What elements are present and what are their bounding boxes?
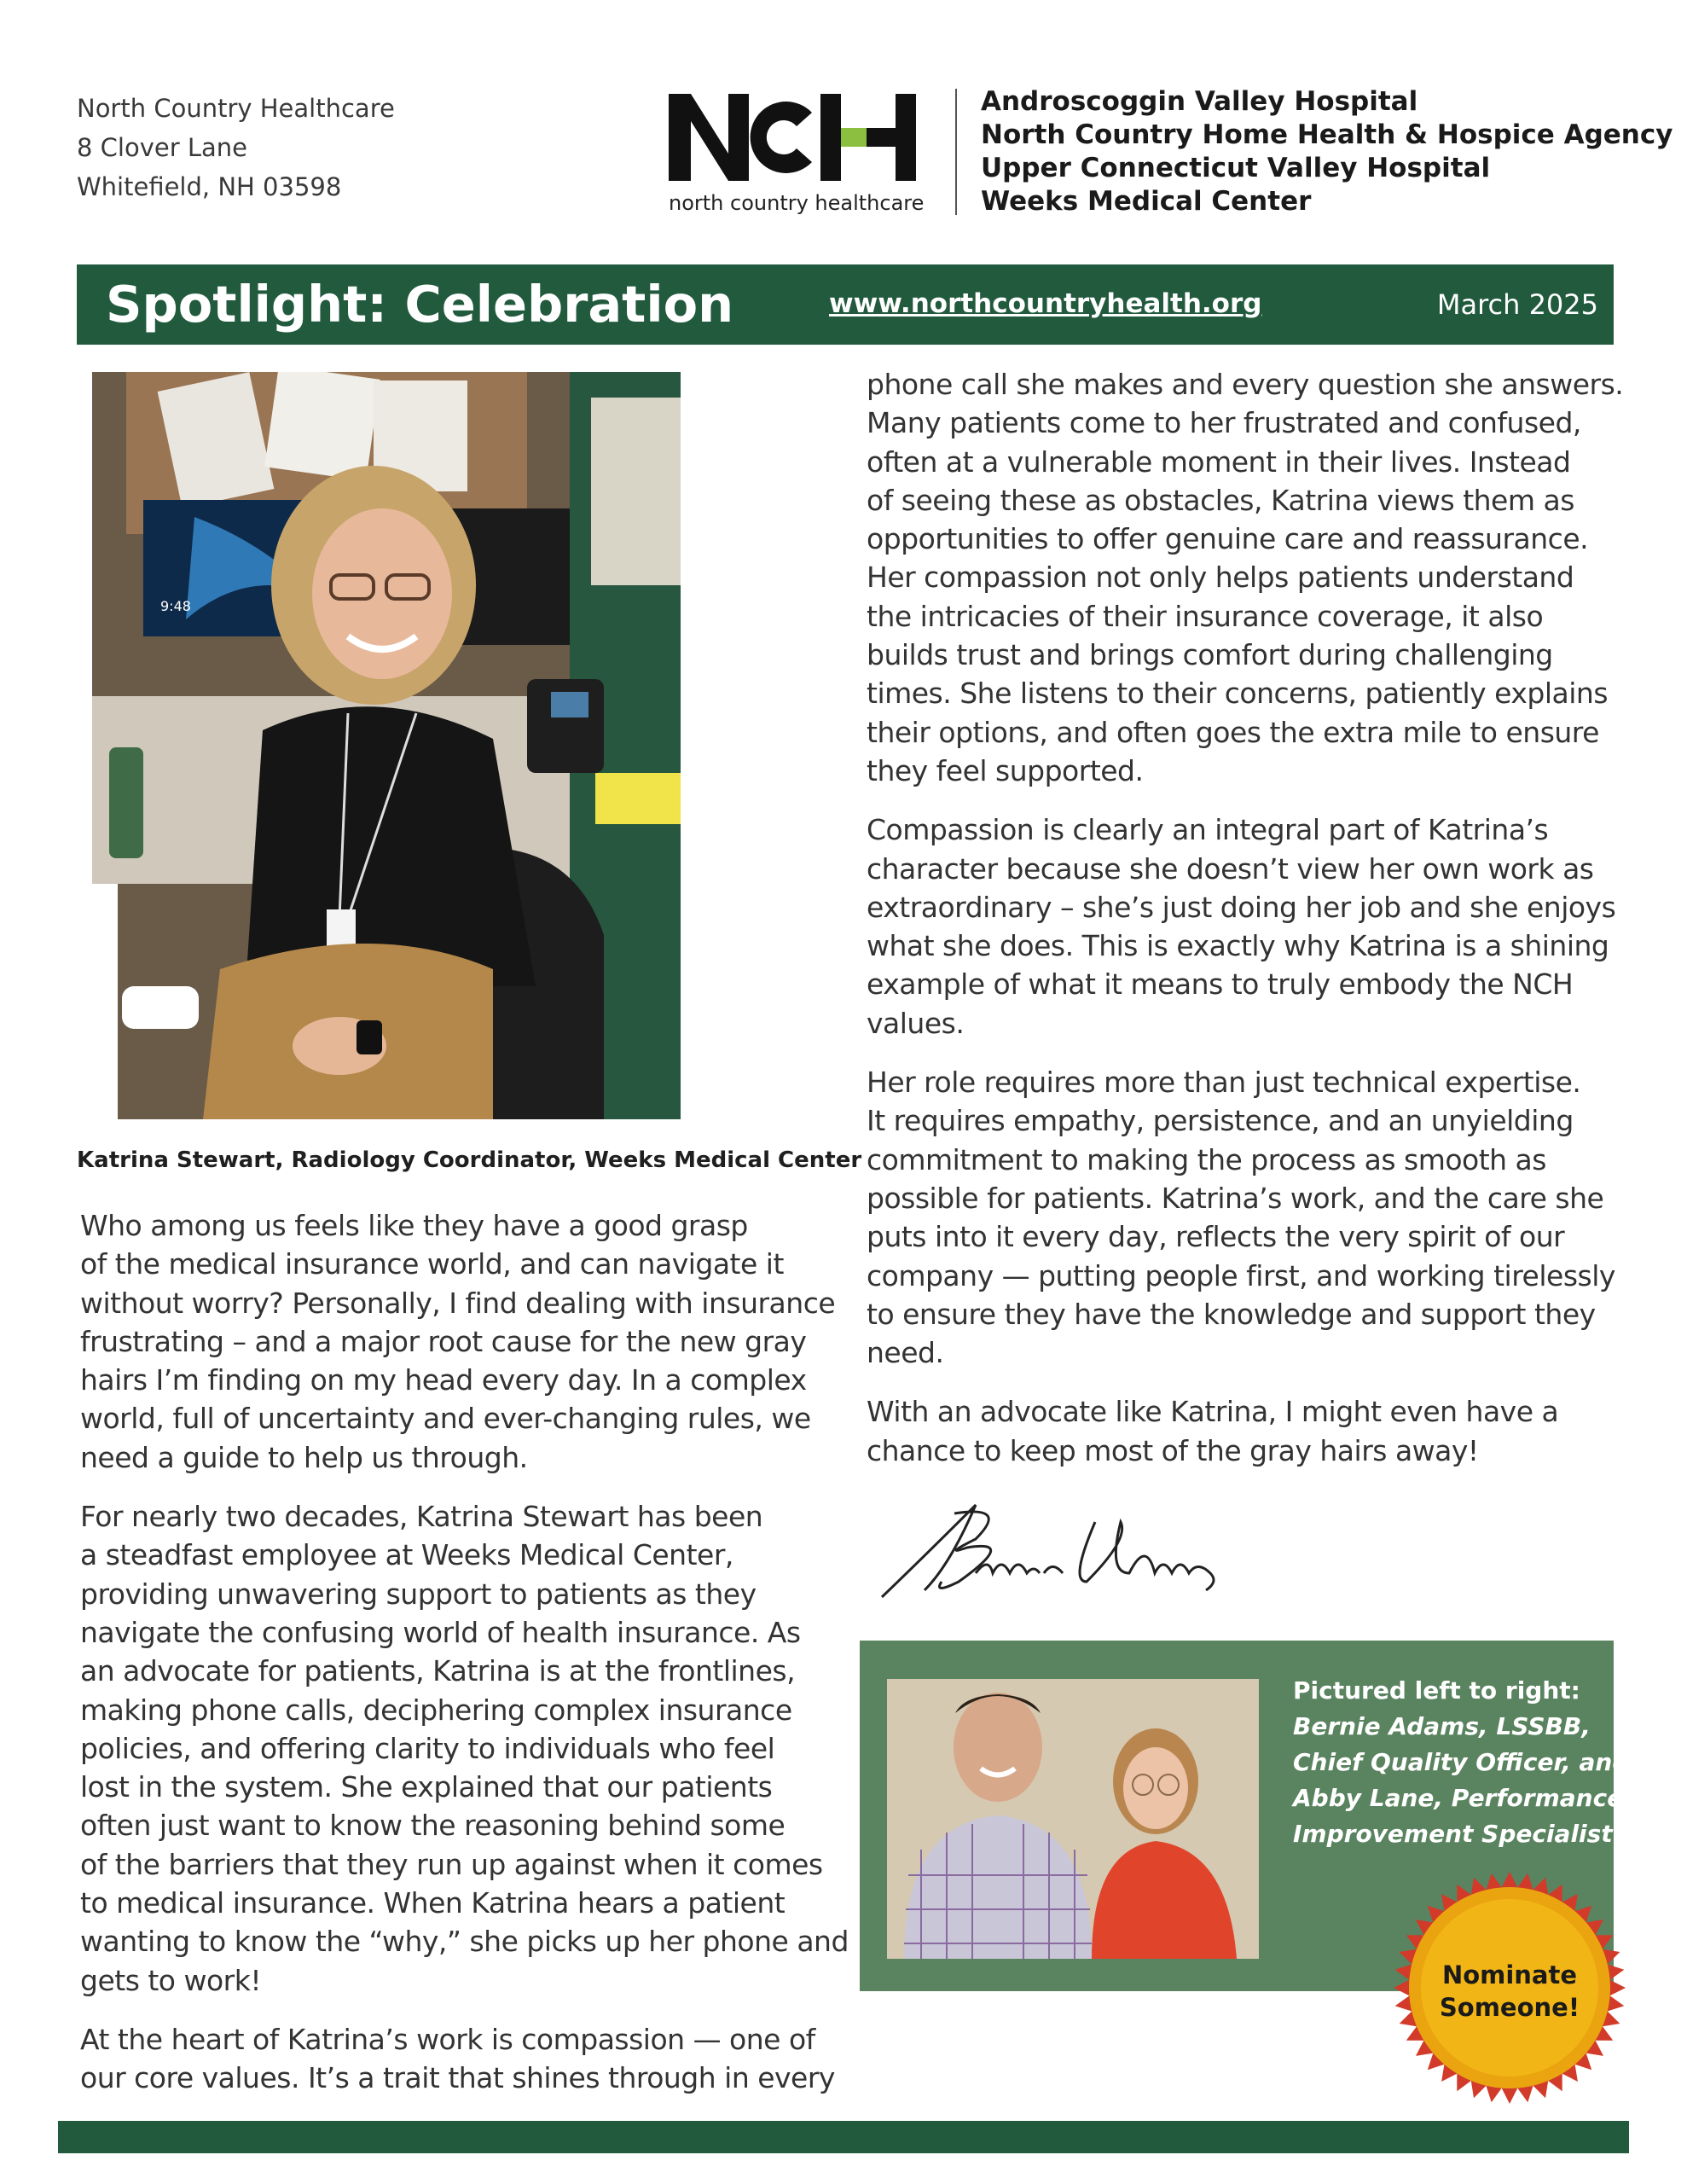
issue-date: March 2025 [1436,288,1598,321]
article-paragraph [80,1497,849,2000]
nominate-label [1390,1959,1629,2024]
pictured-heading: Pictured left to right: [1293,1676,1580,1705]
text-line: phone call she makes and every question she answers. [867,368,1624,401]
facility-item: Androscoggin Valley Hospital [981,86,1418,117]
text-line: they feel supported. [867,753,1144,787]
title-banner [77,264,1614,345]
text-line: possible for patients. Katrina’s work, and the care she [867,1181,1604,1215]
text-line: company — putting people first, and working tirelessly [867,1258,1615,1292]
text-line: For nearly two decades, Katrina Stewart has been [80,1500,763,1534]
text-line: frustrating – and a major root cause for the new gray [80,1324,807,1358]
text-line: providing unwavering support to patients as they [80,1577,757,1611]
article-left-column [80,1206,849,2118]
text-line: our core values. It’s a trait that shines through in every [80,2061,835,2095]
pictured-line: Bernie Adams, LSSBB, [1293,1712,1591,1740]
text-line: navigate the confusing world of health insurance. As [80,1615,801,1649]
nch-logo [667,85,940,222]
text-line: values. [867,1006,965,1040]
text-line: character because she doesn’t view her own work as [867,851,1594,886]
text-line: need a guide to help us through. [80,1440,528,1474]
text-line: of the medical insurance world, and can navigate it [80,1247,784,1281]
text-line: of the barriers that they run up against when it comes [80,1847,823,1881]
website-link[interactable]: www.northcountryhealth.org [829,288,1262,319]
text-line: their options, and often goes the extra mile to ensure [867,715,1599,749]
text-line: making phone calls, deciphering complex insurance [80,1693,792,1727]
text-line: example of what it means to truly embody the NCH [867,967,1574,1002]
article-paragraph [80,1206,836,1477]
text-line: to medical insurance. When Katrina hears a patient [80,1886,786,1920]
text-line: need. [867,1336,944,1370]
address-line: 8 Clover Lane [77,133,248,162]
nominate-line: Someone! [1439,1993,1580,2022]
text-line: builds trust and brings comfort during challenging [867,638,1553,672]
facility-item: Weeks Medical Center [981,186,1312,217]
facility-list [981,85,1673,218]
text-line: policies, and offering clarity to individuals who feel [80,1731,775,1765]
photo-caption: Katrina Stewart, Radiology Coordinator, Weeks Medical Center [77,1147,862,1173]
text-line: hairs I’m finding on my head every day. In a complex [80,1363,807,1397]
screen-clock: 9:48 [160,598,191,614]
address-line: North Country Healthcare [77,94,395,123]
address-line: Whitefield, NH 03598 [77,172,342,201]
text-line: often just want to know the reasoning behind some [80,1809,786,1843]
pictured-line: Chief Quality Officer, and [1293,1748,1630,1776]
facility-item: North Country Home Health & Hospice Agency [981,119,1673,150]
logo-tagline: north country healthcare [669,191,925,215]
text-line: puts into it every day, reflects the very spirit of our [867,1220,1565,1254]
article-paragraph [867,1063,1617,1372]
text-line: At the heart of Katrina’s work is compassion — one of [80,2022,815,2056]
pictured-line: Improvement Specialist [1293,1820,1613,1848]
article-paragraph [867,1392,1617,1470]
text-line: With an advocate like Katrina, I might even have a [867,1395,1559,1429]
article-right-column [867,365,1624,1490]
text-line: gets to work! [80,1963,262,1997]
nominate-line: Nominate [1441,1960,1578,1989]
text-line: to ensure they have the knowledge and support they [867,1297,1596,1331]
text-line: opportunities to offer genuine care and reassurance. [867,522,1589,556]
text-line: what she does. This is exactly why Katrina is a shining [867,929,1609,963]
text-line: without worry? Personally, I find dealing with insurance [80,1286,836,1320]
facility-item: Upper Connecticut Valley Hospital [981,153,1491,183]
bernie-abby-photo [887,1679,1259,1959]
signature [873,1488,1232,1604]
text-line: commitment to making the process as smooth as [867,1142,1546,1176]
pictured-caption [1293,1673,1630,1852]
text-line: the intricacies of their insurance coverage, it also [867,599,1544,633]
newsletter-title: Spotlight: Celebration [106,275,734,334]
article-paragraph [867,810,1617,1043]
text-line: lost in the system. She explained that our patients [80,1770,773,1804]
text-line: chance to keep most of the gray hairs away! [867,1433,1479,1467]
text-line: extraordinary – she’s just doing her job and she enjoys [867,890,1616,924]
katrina-photo [92,372,681,1119]
text-line: Who among us feels like they have a good grasp [80,1209,748,1242]
text-line: world, full of uncertainty and ever-changing rules, we [80,1402,811,1436]
text-line: Compassion is clearly an integral part of Katrina’s [867,813,1549,847]
text-line: often at a vulnerable moment in their lives. Instead [867,444,1571,479]
return-address [77,89,395,206]
text-line: an advocate for patients, Katrina is at the frontlines, [80,1654,796,1688]
text-line: a steadfast employee at Weeks Medical Center, [80,1538,733,1572]
header-divider [955,89,957,215]
text-line: wanting to know the “why,” she picks up her phone and [80,1925,849,1959]
article-paragraph [80,2020,835,2098]
nominate-badge[interactable] [1390,1868,1629,2107]
text-line: Her role requires more than just technical expertise. [867,1066,1581,1100]
text-line: times. She listens to their concerns, patiently explains [867,677,1609,711]
footer-bar [58,2121,1629,2153]
article-paragraph [867,365,1624,790]
text-line: It requires empathy, persistence, and an unyielding [867,1104,1574,1138]
pictured-line: Abby Lane, Performance [1293,1784,1624,1812]
nch-logo-mark [667,85,940,188]
text-line: of seeing these as obstacles, Katrina views them as [867,483,1574,517]
text-line: Many patients come to her frustrated and confused, [867,406,1581,440]
text-line: Her compassion not only helps patients understand [867,561,1574,595]
